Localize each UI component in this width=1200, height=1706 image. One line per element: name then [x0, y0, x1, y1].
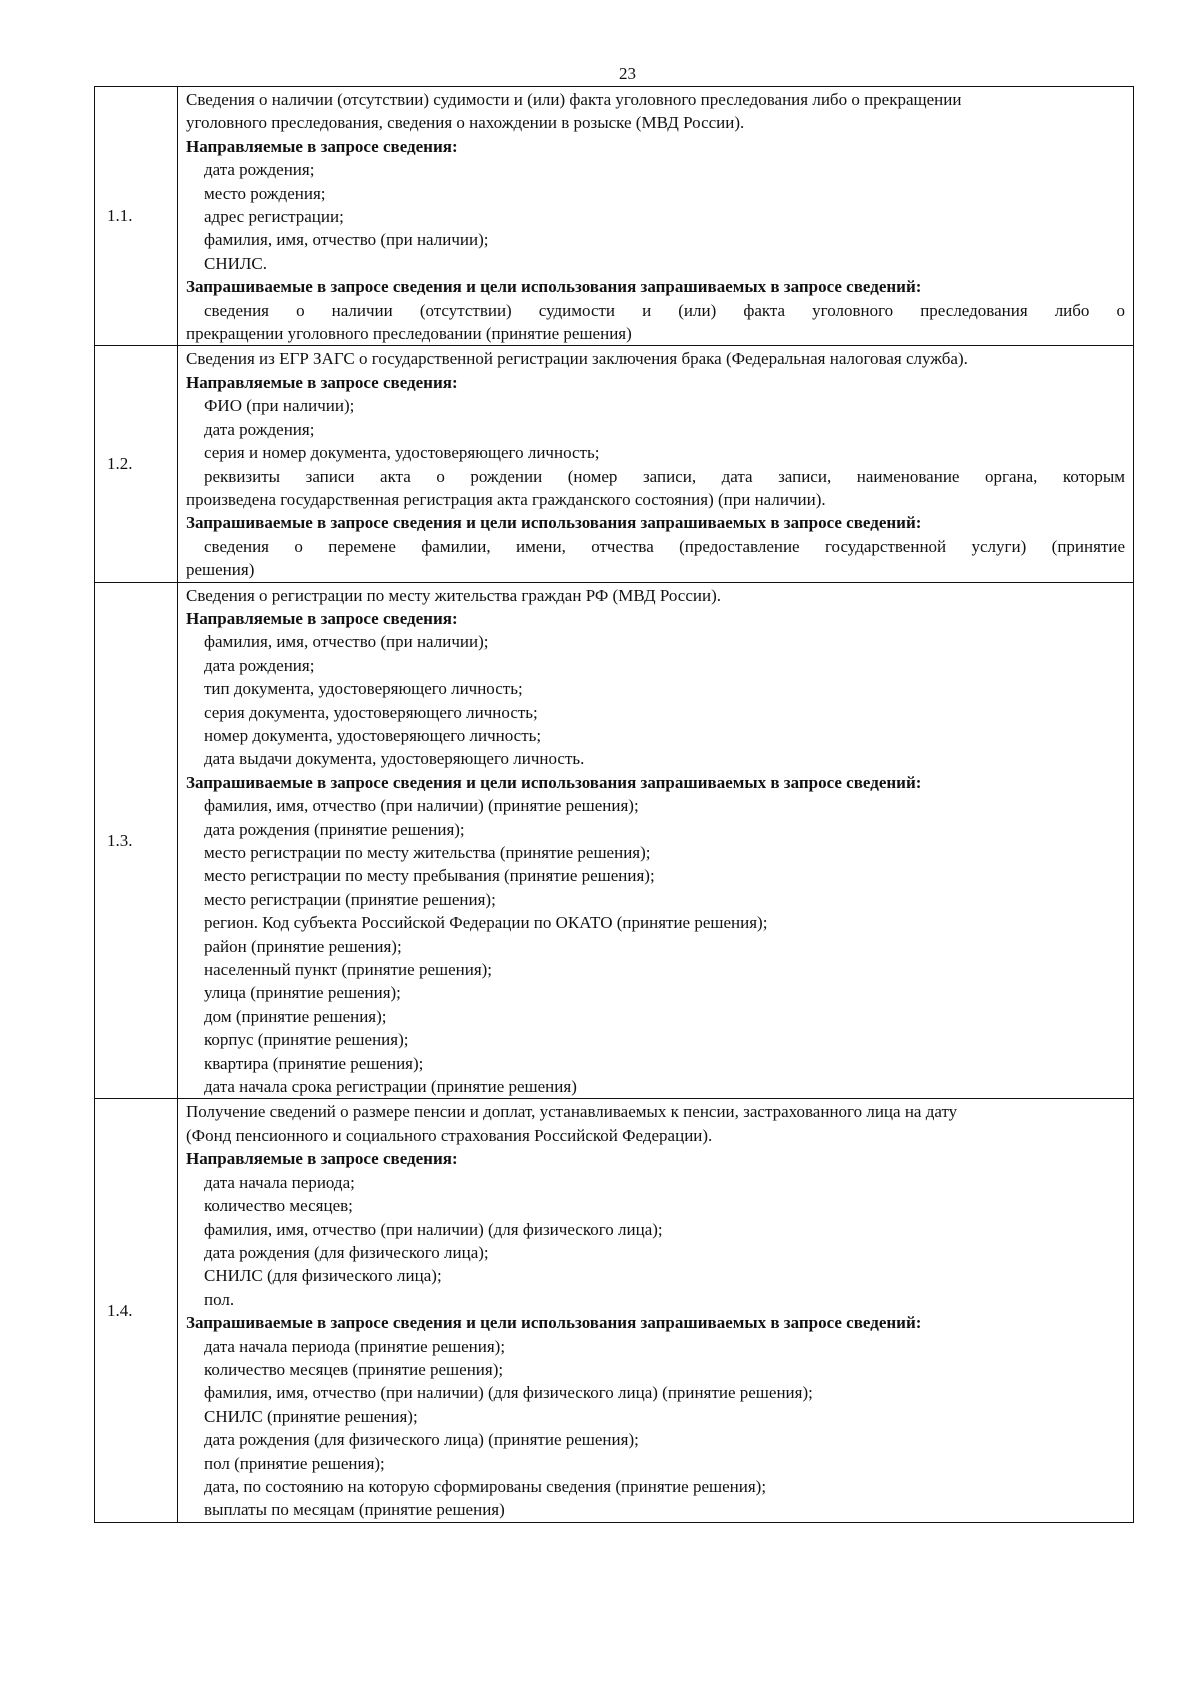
list-item: населенный пункт (принятие решения); — [204, 960, 493, 980]
list-item: фамилия, имя, отчество (при наличии) (для физического лица) (принятие решения); — [204, 1383, 813, 1403]
table-row — [95, 346, 1134, 582]
requested-heading: Запрашиваемые в запросе сведения и цели использования запрашиваемых в запросе сведений: — [186, 277, 922, 297]
document-table — [94, 86, 1134, 1523]
list-item: дата, по состоянию на которую сформированы сведения (принятие решения); — [204, 1476, 767, 1496]
requested-text: прекращении уголовного преследовании (принятие решения) — [186, 324, 632, 344]
sent-heading: Направляемые в запросе сведения: — [186, 372, 458, 392]
list-item: адрес регистрации; — [204, 207, 344, 227]
list-item: улица (принятие решения); — [204, 983, 401, 1003]
list-item: номер документа, удостоверяющего личность; — [204, 725, 542, 745]
table-row — [95, 87, 1134, 346]
list-item: место регистрации (принятие решения); — [204, 889, 496, 909]
list-item: фамилия, имя, отчество (при наличии) (принятие решения); — [204, 796, 639, 816]
list-item: дата рождения; — [204, 419, 315, 439]
row-title: Сведения о наличии (отсутствии) судимости и (или) факта уголовного преследования либо о прекращении — [186, 90, 962, 109]
list-item: дата рождения; — [204, 655, 315, 675]
table-row — [95, 582, 1134, 1099]
list-item: дата рождения; — [204, 160, 315, 180]
row-content — [178, 87, 1134, 346]
list-item: ФИО (при наличии); — [204, 396, 355, 416]
page-number: 23 — [619, 64, 636, 83]
list-item: количество месяцев (принятие решения); — [204, 1359, 504, 1379]
list-item: серия и номер документа, удостоверяющего личность; — [204, 443, 600, 463]
list-item: дата выдачи документа, удостоверяющего личность. — [204, 749, 585, 769]
requested-heading: Запрашиваемые в запросе сведения и цели использования запрашиваемых в запросе сведений: — [186, 1313, 922, 1333]
list-item: район (принятие решения); — [204, 936, 402, 956]
row-number: 1.3. — [95, 582, 178, 1099]
list-item: дом (принятие решения); — [204, 1006, 387, 1026]
list-item: фамилия, имя, отчество (при наличии) (для физического лица); — [204, 1219, 663, 1239]
list-item: место регистрации по месту пребывания (принятие решения); — [204, 866, 655, 886]
list-item: тип документа, удостоверяющего личность; — [204, 679, 523, 699]
list-item: произведена государственная регистрация акта гражданского состояния) (при наличии). — [186, 489, 826, 509]
list-item: СНИЛС (для физического лица); — [204, 1266, 442, 1286]
row-content — [178, 346, 1134, 582]
sent-heading: Направляемые в запросе сведения: — [186, 136, 458, 156]
list-item: дата рождения (для физического лица) (принятие решения); — [204, 1430, 639, 1450]
list-item: место регистрации по месту жительства (принятие решения); — [204, 843, 651, 862]
row-title: Сведения из ЕГР ЗАГС о государственной регистрации заключения брака (Федеральная налоговая служба). — [186, 349, 968, 369]
list-item: место рождения; — [204, 183, 326, 203]
row-number: 1.2. — [95, 346, 178, 582]
list-item: дата рождения (для физического лица); — [204, 1242, 489, 1262]
list-item: количество месяцев; — [204, 1196, 353, 1216]
list-item: дата начала срока регистрации (принятие решения) — [204, 1077, 577, 1097]
requested-text: сведения о перемене фамилии, имени, отчества (предоставление государственной услуги) (принятие — [204, 536, 1125, 556]
list-item: фамилия, имя, отчество (при наличии); — [204, 230, 489, 250]
list-item: СНИЛС (принятие решения); — [204, 1406, 418, 1426]
row-title: Получение сведений о размере пенсии и доплат, устанавливаемых к пенсии, застрахованного лица на дату — [186, 1102, 958, 1122]
list-item: пол. — [204, 1289, 235, 1309]
list-item: выплаты по месяцам (принятие решения) — [204, 1500, 505, 1520]
requested-text: решения) — [186, 560, 255, 580]
list-item: корпус (принятие решения); — [204, 1030, 409, 1050]
list-item: серия документа, удостоверяющего личность; — [204, 702, 538, 722]
sent-heading: Направляемые в запросе сведения: — [186, 1149, 458, 1169]
requested-heading: Запрашиваемые в запросе сведения и цели использования запрашиваемых в запросе сведений: — [186, 772, 922, 792]
requested-heading: Запрашиваемые в запросе сведения и цели использования запрашиваемых в запросе сведений: — [186, 513, 922, 533]
list-item: дата рождения (принятие решения); — [204, 819, 465, 839]
row-content — [178, 582, 1134, 1099]
list-item: квартира (принятие решения); — [204, 1053, 424, 1073]
list-item: регион. Код субъекта Российской Федерации по ОКАТО (принятие решения); — [204, 913, 768, 933]
table-row — [95, 1099, 1134, 1522]
sent-heading: Направляемые в запросе сведения: — [186, 608, 458, 628]
requested-text: сведения о наличии (отсутствии) судимости и (или) факта уголовного преследования либо о — [204, 300, 1125, 320]
row-number: 1.1. — [95, 87, 178, 346]
row-title: уголовного преследования, сведения о нахождении в розыске (МВД России). — [186, 113, 745, 133]
list-item: СНИЛС. — [204, 253, 268, 273]
row-number: 1.4. — [95, 1099, 178, 1522]
row-title: (Фонд пенсионного и социального страхования Российской Федерации). — [186, 1125, 713, 1145]
row-title: Сведения о регистрации по месту жительства граждан РФ (МВД России). — [186, 585, 722, 605]
list-item: реквизиты записи акта о рождении (номер записи, дата записи, наименование органа, которым — [204, 466, 1125, 486]
list-item: пол (принятие решения); — [204, 1453, 385, 1473]
list-item: фамилия, имя, отчество (при наличии); — [204, 632, 489, 652]
list-item: дата начала периода; — [204, 1172, 355, 1192]
list-item: дата начала периода (принятие решения); — [204, 1336, 506, 1356]
row-content — [178, 1099, 1134, 1522]
